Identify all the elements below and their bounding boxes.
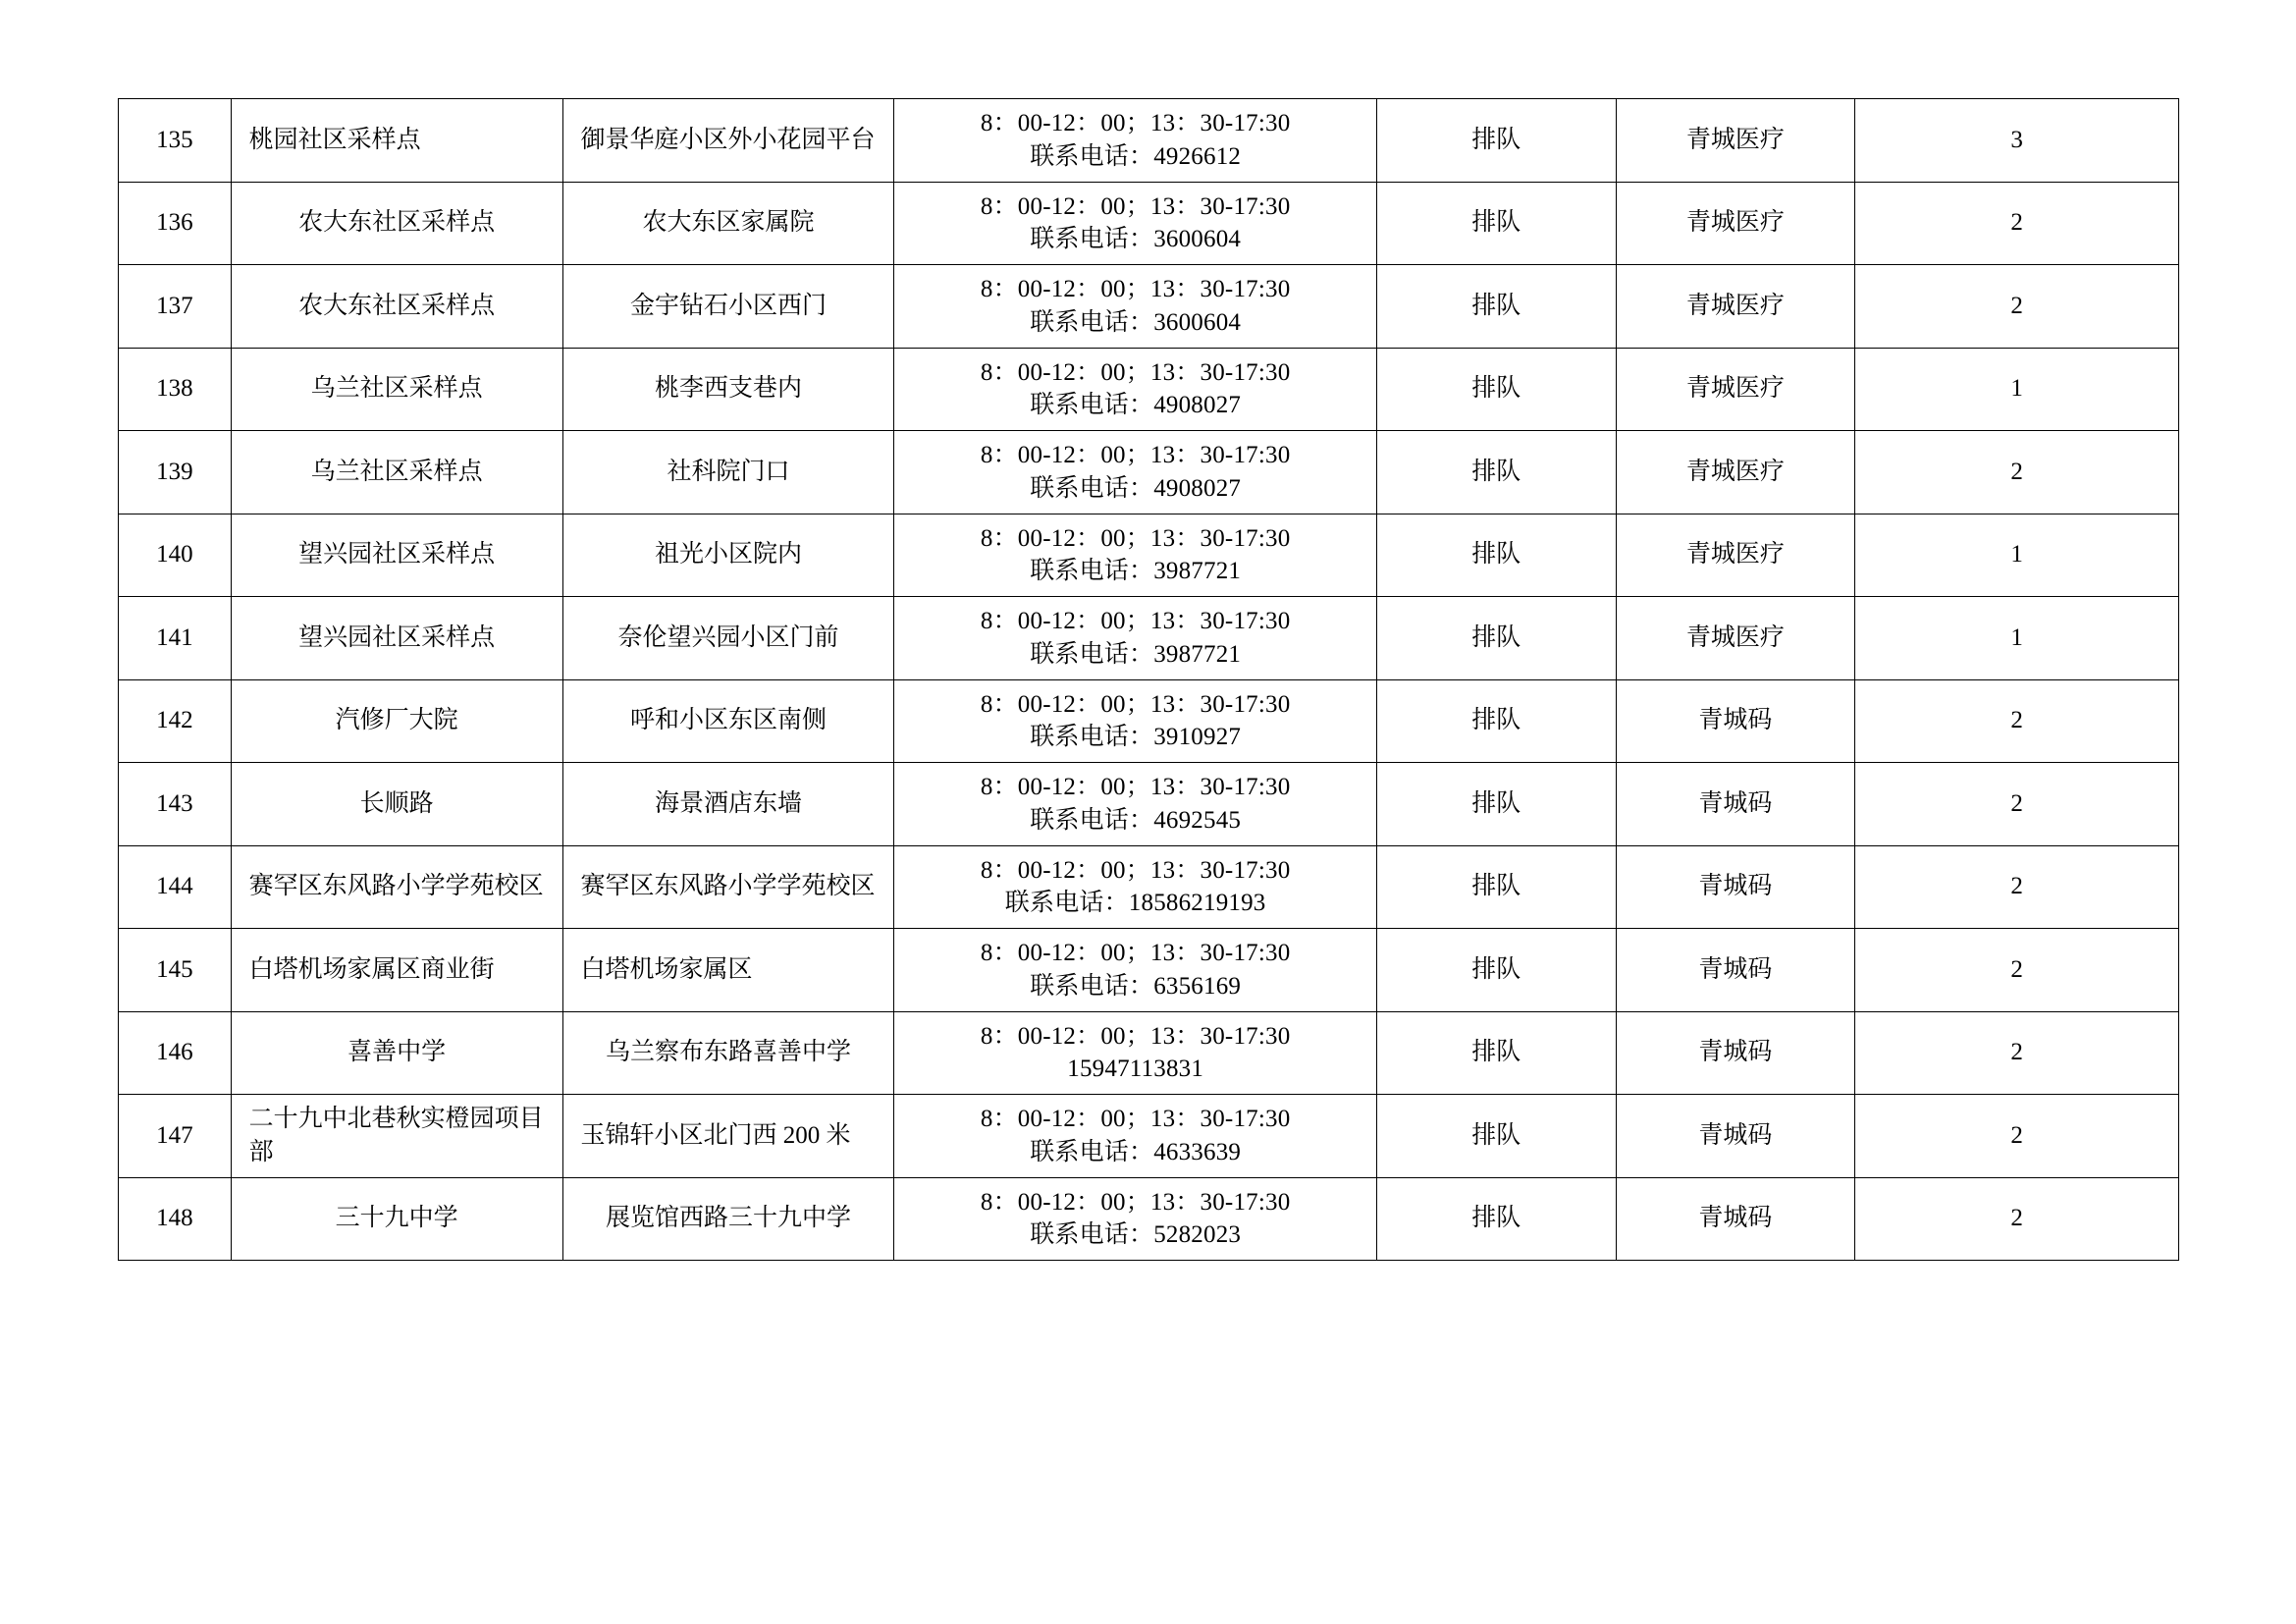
contact-phone: 联系电话：3987721 xyxy=(1030,558,1242,585)
cell-station-count: 2 xyxy=(1855,1095,2179,1178)
cell-testing-org: 青城码 xyxy=(1616,1011,1855,1095)
cell-site-name: 桃园社区采样点 xyxy=(231,99,562,183)
cell-sampling-time xyxy=(894,845,1376,929)
cell-site-address: 桃李西支巷内 xyxy=(562,348,894,431)
cell-sampling-time xyxy=(894,1095,1376,1178)
cell-sampling-mode: 排队 xyxy=(1376,679,1616,763)
sampling-hours: 8：00-12：00；13：30-17:30 xyxy=(980,524,1291,552)
cell-sampling-mode: 排队 xyxy=(1376,514,1616,597)
cell-site-address: 农大东区家属院 xyxy=(562,182,894,265)
cell-site-address: 展览馆西路三十九中学 xyxy=(562,1177,894,1261)
contact-phone: 联系电话：18586219193 xyxy=(1004,890,1266,917)
table-row xyxy=(119,929,2179,1012)
table-row xyxy=(119,763,2179,846)
contact-phone: 联系电话：3987721 xyxy=(1030,640,1242,668)
cell-station-count: 2 xyxy=(1855,929,2179,1012)
sampling-hours: 8：00-12：00；13：30-17:30 xyxy=(980,690,1291,718)
sampling-hours: 8：00-12：00；13：30-17:30 xyxy=(980,442,1291,468)
cell-index: 145 xyxy=(119,929,232,1012)
contact-phone: 联系电话：4926612 xyxy=(1030,142,1242,170)
cell-site-address: 御景华庭小区外小花园平台 xyxy=(562,99,894,183)
cell-sampling-mode: 排队 xyxy=(1376,763,1616,846)
cell-index: 136 xyxy=(119,182,232,265)
cell-sampling-time xyxy=(894,265,1376,349)
cell-station-count: 1 xyxy=(1855,597,2179,680)
cell-index: 139 xyxy=(119,431,232,514)
cell-index: 137 xyxy=(119,265,232,349)
cell-testing-org: 青城码 xyxy=(1616,679,1855,763)
cell-sampling-time xyxy=(894,597,1376,680)
cell-index: 148 xyxy=(119,1177,232,1261)
contact-phone: 联系电话：4692545 xyxy=(1030,806,1242,834)
table-row xyxy=(119,1011,2179,1095)
cell-testing-org: 青城医疗 xyxy=(1616,348,1855,431)
cell-station-count: 2 xyxy=(1855,265,2179,349)
contact-phone: 联系电话：3600604 xyxy=(1030,308,1242,336)
cell-index: 142 xyxy=(119,679,232,763)
contact-phone: 联系电话：3910927 xyxy=(1030,724,1242,751)
cell-site-name: 二十九中北巷秋实橙园项目部 xyxy=(231,1095,562,1178)
cell-sampling-mode: 排队 xyxy=(1376,845,1616,929)
cell-site-address: 金宇钻石小区西门 xyxy=(562,265,894,349)
cell-station-count: 2 xyxy=(1855,431,2179,514)
sampling-hours: 8：00-12：00；13：30-17:30 xyxy=(980,276,1291,302)
cell-site-address: 赛罕区东风路小学学苑校区 xyxy=(562,845,894,929)
cell-index: 141 xyxy=(119,597,232,680)
cell-site-name: 长顺路 xyxy=(231,763,562,846)
sampling-hours: 8：00-12：00；13：30-17:30 xyxy=(980,110,1291,136)
sampling-hours: 8：00-12：00；13：30-17:30 xyxy=(980,608,1291,634)
cell-sampling-time xyxy=(894,348,1376,431)
cell-index: 146 xyxy=(119,1011,232,1095)
cell-testing-org: 青城码 xyxy=(1616,1095,1855,1178)
table-row xyxy=(119,1095,2179,1178)
cell-sampling-time xyxy=(894,763,1376,846)
cell-site-address: 海景酒店东墙 xyxy=(562,763,894,846)
cell-testing-org: 青城医疗 xyxy=(1616,597,1855,680)
sampling-hours: 8：00-12：00；13：30-17:30 xyxy=(980,774,1291,800)
cell-site-name: 白塔机场家属区商业街 xyxy=(231,929,562,1012)
table-row xyxy=(119,679,2179,763)
cell-station-count: 3 xyxy=(1855,99,2179,183)
contact-phone: 联系电话：5282023 xyxy=(1030,1221,1242,1249)
cell-testing-org: 青城医疗 xyxy=(1616,431,1855,514)
cell-index: 138 xyxy=(119,348,232,431)
cell-index: 144 xyxy=(119,845,232,929)
cell-site-address: 玉锦轩小区北门西 200 米 xyxy=(562,1095,894,1178)
cell-testing-org: 青城码 xyxy=(1616,929,1855,1012)
cell-testing-org: 青城医疗 xyxy=(1616,265,1855,349)
cell-index: 135 xyxy=(119,99,232,183)
cell-testing-org: 青城医疗 xyxy=(1616,182,1855,265)
cell-testing-org: 青城码 xyxy=(1616,763,1855,846)
cell-sampling-mode: 排队 xyxy=(1376,1177,1616,1261)
cell-sampling-time xyxy=(894,929,1376,1012)
table-row xyxy=(119,265,2179,349)
cell-sampling-mode: 排队 xyxy=(1376,1095,1616,1178)
table-body xyxy=(119,99,2179,1261)
sampling-hours: 8：00-12：00；13：30-17:30 xyxy=(980,1188,1291,1216)
cell-sampling-mode: 排队 xyxy=(1376,431,1616,514)
cell-station-count: 2 xyxy=(1855,763,2179,846)
table-row xyxy=(119,1177,2179,1261)
cell-site-name: 望兴园社区采样点 xyxy=(231,514,562,597)
sampling-hours: 8：00-12：00；13：30-17:30 xyxy=(980,192,1291,220)
cell-testing-org: 青城医疗 xyxy=(1616,99,1855,183)
contact-phone: 15947113831 xyxy=(1067,1056,1204,1083)
cell-station-count: 2 xyxy=(1855,182,2179,265)
cell-site-address: 呼和小区东区南侧 xyxy=(562,679,894,763)
cell-sampling-time xyxy=(894,99,1376,183)
cell-station-count: 1 xyxy=(1855,514,2179,597)
cell-sampling-time xyxy=(894,1177,1376,1261)
cell-site-name: 乌兰社区采样点 xyxy=(231,348,562,431)
table-row xyxy=(119,99,2179,183)
contact-phone: 联系电话：4633639 xyxy=(1030,1138,1242,1165)
cell-index: 147 xyxy=(119,1095,232,1178)
cell-testing-org: 青城码 xyxy=(1616,1177,1855,1261)
cell-station-count: 2 xyxy=(1855,1177,2179,1261)
table-row xyxy=(119,431,2179,514)
sampling-points-table xyxy=(118,98,2179,1261)
contact-phone: 联系电话：6356169 xyxy=(1030,972,1242,1000)
cell-sampling-mode: 排队 xyxy=(1376,99,1616,183)
cell-testing-org: 青城码 xyxy=(1616,845,1855,929)
table-row xyxy=(119,845,2179,929)
cell-site-name: 农大东社区采样点 xyxy=(231,182,562,265)
cell-sampling-mode: 排队 xyxy=(1376,182,1616,265)
sampling-hours: 8：00-12：00；13：30-17:30 xyxy=(980,940,1291,966)
cell-station-count: 1 xyxy=(1855,348,2179,431)
cell-site-name: 农大东社区采样点 xyxy=(231,265,562,349)
cell-site-address: 社科院门口 xyxy=(562,431,894,514)
cell-index: 140 xyxy=(119,514,232,597)
cell-sampling-mode: 排队 xyxy=(1376,348,1616,431)
table-row xyxy=(119,597,2179,680)
cell-sampling-time xyxy=(894,679,1376,763)
sampling-hours: 8：00-12：00；13：30-17:30 xyxy=(980,856,1291,884)
contact-phone: 联系电话：3600604 xyxy=(1030,226,1242,253)
cell-station-count: 2 xyxy=(1855,845,2179,929)
cell-sampling-time xyxy=(894,182,1376,265)
cell-sampling-mode: 排队 xyxy=(1376,597,1616,680)
cell-sampling-time xyxy=(894,431,1376,514)
contact-phone: 联系电话：4908027 xyxy=(1030,392,1242,419)
cell-testing-org: 青城医疗 xyxy=(1616,514,1855,597)
cell-sampling-time xyxy=(894,1011,1376,1095)
cell-site-name: 望兴园社区采样点 xyxy=(231,597,562,680)
cell-site-name: 乌兰社区采样点 xyxy=(231,431,562,514)
sampling-hours: 8：00-12：00；13：30-17:30 xyxy=(980,1106,1291,1132)
cell-station-count: 2 xyxy=(1855,679,2179,763)
sampling-hours: 8：00-12：00；13：30-17:30 xyxy=(980,1022,1291,1050)
table-row xyxy=(119,348,2179,431)
cell-site-address: 奈伦望兴园小区门前 xyxy=(562,597,894,680)
cell-station-count: 2 xyxy=(1855,1011,2179,1095)
cell-site-address: 白塔机场家属区 xyxy=(562,929,894,1012)
sampling-hours: 8：00-12：00；13：30-17:30 xyxy=(980,358,1291,386)
contact-phone: 联系电话：4908027 xyxy=(1030,474,1242,502)
cell-site-name: 汽修厂大院 xyxy=(231,679,562,763)
cell-sampling-mode: 排队 xyxy=(1376,265,1616,349)
cell-sampling-time xyxy=(894,514,1376,597)
table-row xyxy=(119,182,2179,265)
cell-site-address: 祖光小区院内 xyxy=(562,514,894,597)
cell-site-name: 赛罕区东风路小学学苑校区 xyxy=(231,845,562,929)
cell-sampling-mode: 排队 xyxy=(1376,1011,1616,1095)
cell-site-address: 乌兰察布东路喜善中学 xyxy=(562,1011,894,1095)
table-row xyxy=(119,514,2179,597)
cell-sampling-mode: 排队 xyxy=(1376,929,1616,1012)
cell-index: 143 xyxy=(119,763,232,846)
cell-site-name: 三十九中学 xyxy=(231,1177,562,1261)
cell-site-name: 喜善中学 xyxy=(231,1011,562,1095)
